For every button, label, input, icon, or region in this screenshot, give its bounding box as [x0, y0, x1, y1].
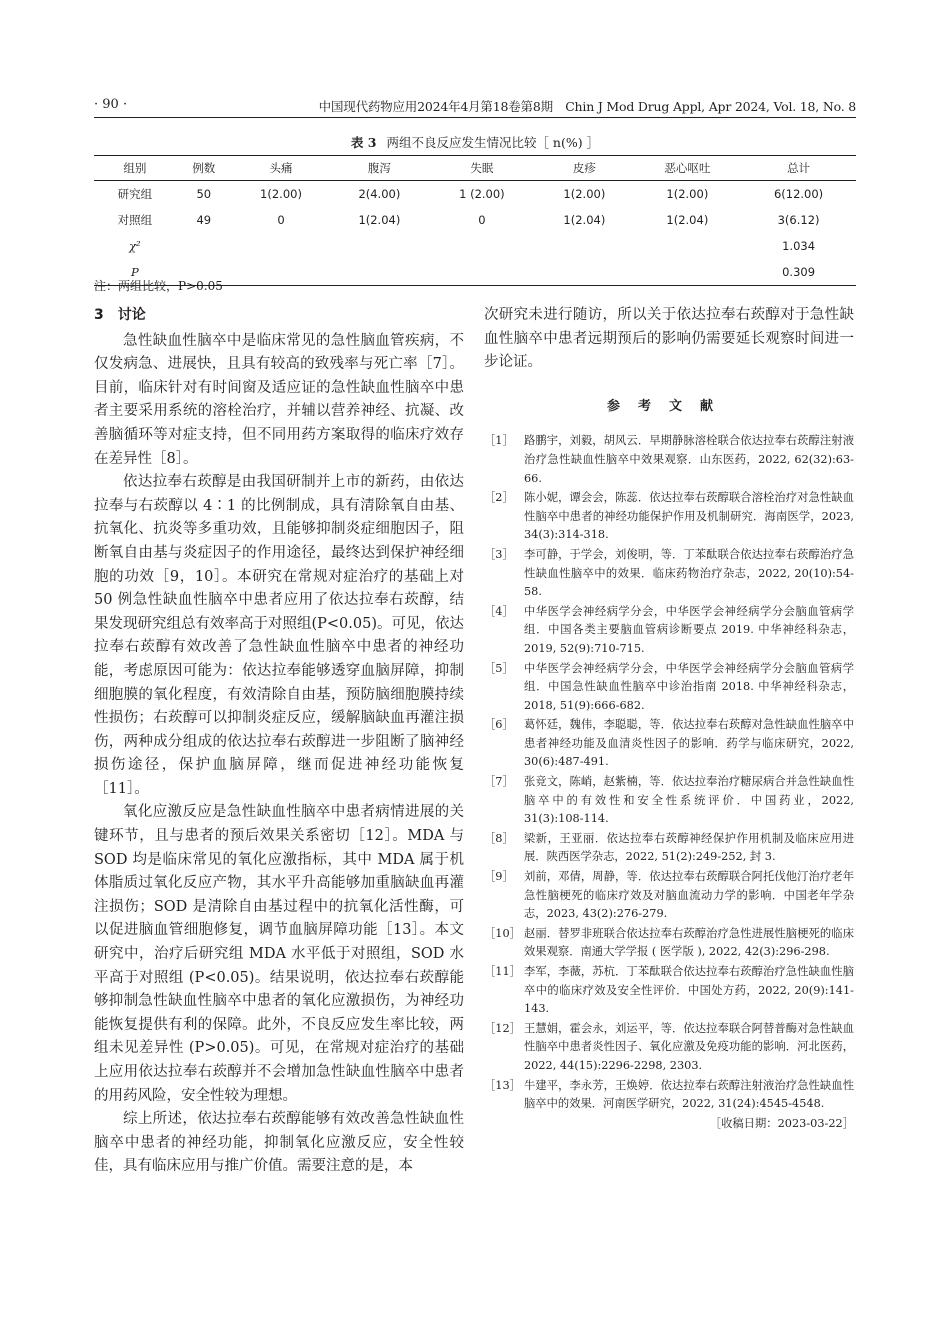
reference-text: 李可静，于学会，刘俊明，等．丁苯酞联合依达拉奉右莰醇治疗急性缺血性脑卒中的效果．临床药物治疗杂志，2022, 20(10):54-58. — [524, 547, 854, 599]
discussion-paragraph: 依达拉奉右莰醇是由我国研制并上市的新药，由依达拉奉与右莰醇以 4∶1 的比例制成，具有清除氧自由基、抗氧化、抗炎等多重功效，且能够抑制炎症细胞因子，阻断氧自由基与炎症因子的作用途径，最终达到保护神经细胞的功效［9，10］。本研究在常规对症治疗的基础上对 50 例急性缺血性脑卒中患者应用了依达拉奉右莰醇，结果发现研究组总有效率高于对照组(P<0.05)。可见，依达拉奉右莰醇有效改善了急性缺血性脑卒中患者的神经功能，考虑原因可能为：依达拉奉能够透穿血脑屏障，抑制细胞膜的氧化程度，有效清除自由基，预防脑细胞膜持续性损伤；右莰醇可以抑制炎症反应，缓解脑缺血再灌注损伤，两种成分组成的依达拉奉右莰醇进一步阻断了脑神经损伤途径，保护血脑屏障，继而促进神经功能恢复［11］。 — [94, 474, 465, 797]
reference-item — [484, 546, 854, 602]
column-header: 失眠 — [429, 156, 536, 181]
reference-item — [484, 603, 854, 659]
table-caption — [0, 133, 950, 151]
table-row-chi-square — [94, 233, 856, 259]
reference-number: ［8］ — [484, 831, 514, 845]
table-note: 注：两组比较，P>0.05 — [94, 279, 223, 293]
chi-square-label: χ² — [129, 239, 141, 253]
table-cell: 研究组 — [117, 187, 153, 201]
reference-item — [484, 925, 854, 962]
reference-item — [484, 1077, 854, 1114]
p-value: 0.309 — [741, 259, 856, 286]
table-cell: 6(12.00) — [773, 187, 824, 201]
right-column — [484, 304, 854, 1133]
discussion-paragraph: 综上所述，依达拉奉右莰醇能够有效改善急性缺血性脑卒中患者的神经功能，抑制氧化应激反应，安全性较佳，具有临床应用与推广价值。需要注意的是，本 — [94, 1111, 464, 1175]
reference-item — [484, 489, 854, 545]
reference-text: 中华医学会神经病学分会，中华医学会神经病学分会脑血管病学组．中国各类主要脑血管病诊断要点 2019. 中华神经科杂志，2019, 52(9):710-715. — [524, 604, 854, 655]
reference-number: ［2］ — [484, 491, 514, 505]
reference-number: ［6］ — [484, 718, 514, 732]
reference-item — [484, 660, 854, 716]
table-cell: 0 — [277, 213, 285, 227]
discussion-paragraph: 急性缺血性脑卒中是临床常见的急性脑血管疾病，不仅发病急、进展快，且具有较高的致残率与死亡率［7］。目前，临床针对有时间窗及适应证的急性缺血性脑卒中患者主要采用系统的溶栓治疗，并辅以营养神经、抗凝、改善脑循环等对症支持，但不同用药方案取得的临床疗效存在差异性［8］。 — [94, 332, 464, 467]
p-label: P — [94, 259, 176, 286]
table-cell: 2(4.00) — [358, 187, 401, 201]
reference-number: ［4］ — [484, 604, 514, 618]
reference-item — [484, 868, 854, 924]
column-header: 头痛 — [232, 156, 330, 181]
reference-number: ［1］ — [484, 434, 514, 448]
reference-number: ［10］ — [484, 926, 521, 940]
section-heading: 3 讨论 — [94, 307, 146, 323]
table-cell: 1(2.00) — [563, 187, 606, 201]
adverse-reaction-table — [94, 155, 856, 286]
reference-text: 王慧娟，霍会永，刘运平，等．依达拉奉联合阿替普酶对急性缺血性脑卒中患者炎性因子、氧化应激及免疫功能的影响．河北医药，2022, 44(15):2296-2298, 2303. — [524, 1021, 854, 1072]
reference-number: ［12］ — [484, 1021, 521, 1035]
table-title: 两组不良反应发生情况比较［ n(%) ］ — [386, 135, 600, 150]
discussion-paragraph: 氧化应激反应是急性缺血性脑卒中患者病情进展的关键环节，且与患者的预后效果关系密切［12］。MDA 与 SOD 均是临床常见的氧化应激指标，其中 MDA 属于机体脂质过氧化反应产物，其水平升高能够加重脑缺血再灌注损伤；SOD 是清除自由基过程中的抗氧化活性酶，可以促进脑血管细胞修复，调节血脑屏障功能［13］。本文研究中，治疗后研究组 MDA 水平低于对照组，SOD 水平高于对照组 (P<0.05)。结果说明，依达拉奉右莰醇能够抑制急性缺血性脑卒中患者的氧化应激损伤，为神经功能恢复提供有利的保障。此外，不良反应发生率比较，两组未见差异性 (P>0.05)。可见，在常规对症治疗的基础上应用依达拉奉右莰醇并不会增加急性缺血性脑卒中患者的用药风险，安全性较为理想。 — [94, 804, 464, 1104]
reference-item — [484, 1020, 854, 1076]
column-header: 组别 — [94, 156, 176, 181]
column-header: 总计 — [741, 156, 856, 181]
table-cell: 0 — [478, 213, 486, 227]
page-header — [94, 97, 856, 118]
discussion-continuation: 次研究未进行随访，所以关于依达拉奉右莰醇对于急性缺血性脑卒中患者远期预后的影响仍需要延长观察时间进一步论证。 — [484, 307, 854, 371]
reference-number: ［3］ — [484, 547, 514, 561]
column-header: 恶心呕吐 — [634, 156, 742, 181]
left-column — [94, 304, 464, 1179]
reference-item — [484, 830, 854, 867]
reference-number: ［7］ — [484, 775, 514, 789]
reference-list — [484, 432, 854, 1113]
reference-text: 路鹏宇，刘毅，胡风云．早期静脉溶栓联合依达拉奉右莰醇注射液治疗急性缺血性脑卒中效果观察．山东医药，2022, 62(32):63-66. — [524, 434, 854, 485]
reference-item — [484, 773, 854, 829]
reference-text: 李军，李薇，苏杭．丁苯酞联合依达拉奉右莰醇治疗急性缺血性脑卒中的临床疗效及安全性评价．中国处方药，2022, 20(9):141-143. — [524, 965, 854, 1016]
reference-text: 牛建平，李永芳，王焕婷．依达拉奉右莰醇注射液治疗急性缺血性脑卒中的效果．河南医学研究，2022, 31(24):4545-4548. — [524, 1078, 854, 1111]
table-cell: 对照组 — [117, 213, 153, 227]
table-cell: 1(2.04) — [358, 213, 401, 227]
reference-text: 葛怀廷，魏伟，李聪聪，等．依达拉奉右莰醇对急性缺血性脑卒中患者神经功能及血清炎性因子的影响．药学与临床研究，2022, 30(6):487-491. — [524, 718, 854, 769]
reference-number: ［11］ — [484, 965, 521, 978]
reference-text: 张竞文，陈峭，赵紫楠，等．依达拉奉治疗糖尿病合并急性缺血性脑卒中的有效性和安全性系统评价．中国药业，2022, 31(3):108-114. — [524, 775, 854, 826]
references-heading: 参考文献 — [606, 398, 731, 414]
chi-square-value: 1.034 — [782, 239, 816, 253]
table-cell: 1(2.04) — [563, 213, 606, 227]
table-cell: 1 (2.00) — [459, 187, 505, 201]
column-header: 腹泻 — [330, 156, 428, 181]
table-cell: 1(2.00) — [666, 187, 709, 201]
column-header: 皮疹 — [535, 156, 633, 181]
reference-item — [484, 963, 854, 1019]
reference-number: ［9］ — [484, 870, 514, 884]
received-date: ［收稿日期：2023-03-22］ — [709, 1116, 854, 1130]
journal-info: 中国现代药物应用2024年4月第18卷第8期 Chin J Mod Drug Appl, Apr 2024, Vol. 18, No. 8 — [318, 99, 856, 114]
table-cell: 49 — [196, 213, 212, 227]
reference-number: ［5］ — [484, 661, 514, 675]
table-header-row — [94, 156, 856, 181]
reference-text: 中华医学会神经病学分会，中华医学会神经病学分会脑血管病学组．中国急性缺血性脑卒中诊治指南 2018. 中华神经科杂志，2018, 51(9):666-682. — [524, 661, 854, 712]
table-row — [94, 181, 856, 208]
table-cell: 1(2.04) — [666, 213, 709, 227]
reference-text: 陈小妮，谭会会，陈蕊．依达拉奉右莰醇联合溶栓治疗对急性缺血性脑卒中患者的神经功能保护作用及机制研究．海南医学，2023, 34(3):314-318. — [524, 491, 854, 542]
column-header: 例数 — [176, 156, 232, 181]
page-number: · 90 · — [94, 97, 128, 112]
table-cell: 3(6.12) — [777, 213, 820, 227]
reference-text: 赵丽．替罗非班联合依达拉奉右莰醇治疗急性进展性脑梗死的临床效果观察．南通大学学报 ( 医学版 ), 2022, 42(3):296-298. — [524, 926, 854, 959]
reference-text: 刘前，邓倩，周静，等．依达拉奉右莰醇联合阿托伐他汀治疗老年急性脑梗死的临床疗效及对脑血流动力学的影响．中国老年学杂志，2023, 43(2):276-279. — [524, 870, 854, 921]
table-cell: 50 — [196, 187, 212, 201]
table-label: 表 3 — [350, 135, 377, 150]
reference-text: 梁新，王亚丽．依达拉奉右莰醇神经保护作用机制及临床应用进展．陕西医学杂志，2022, 51(2):249-252, 封 3. — [524, 831, 854, 864]
reference-number: ［13］ — [484, 1078, 521, 1092]
table-row — [94, 207, 856, 233]
table-cell: 1(2.00) — [260, 187, 302, 201]
reference-item — [484, 716, 854, 772]
reference-item — [484, 432, 854, 488]
